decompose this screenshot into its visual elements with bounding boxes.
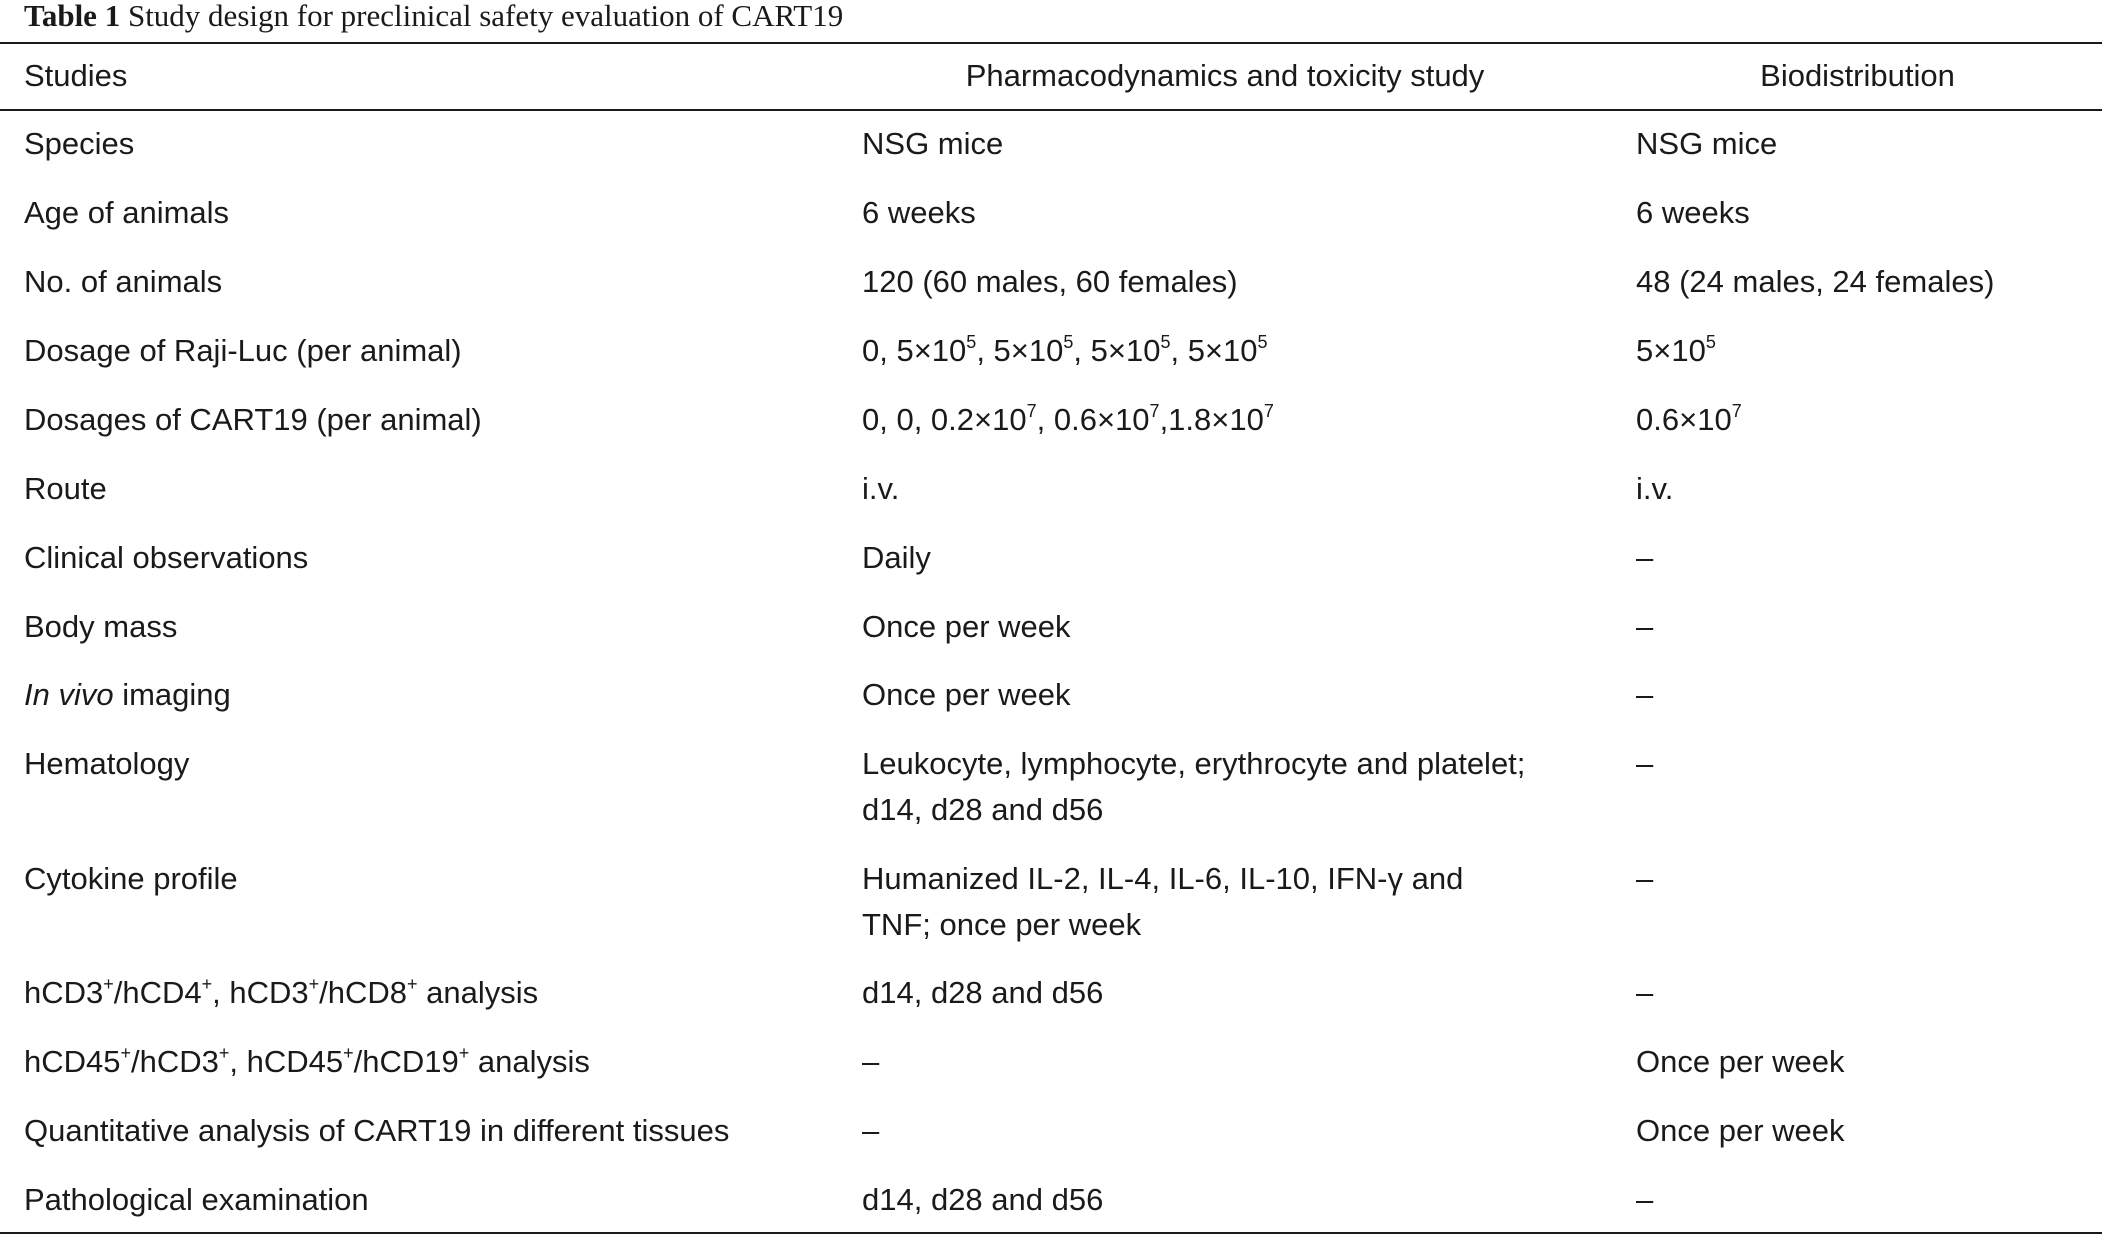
superscript: + xyxy=(201,973,213,994)
row-label xyxy=(24,970,538,1016)
row-value-bio: Once per week xyxy=(1636,1113,1845,1148)
value-line: Humanized IL-2, IL-4, IL-6, IL-10, IFN-γ and xyxy=(862,861,1464,896)
value-text: , 5×10 xyxy=(976,333,1064,368)
row-value-pd: NSG mice xyxy=(862,126,1004,161)
row-value-pd: – xyxy=(862,1044,880,1079)
row-value-pd xyxy=(862,328,1268,374)
row-label: No. of animals xyxy=(24,264,223,299)
value-line: d14, d28 and d56 xyxy=(862,792,1104,827)
row-value-pd: 120 (60 males, 60 females) xyxy=(862,264,1238,299)
row-label: Dosages of CART19 (per animal) xyxy=(24,402,482,437)
row-value-bio: i.v. xyxy=(1636,471,1674,506)
label-text: , hCD45 xyxy=(229,1044,344,1079)
value-line: TNF; once per week xyxy=(862,907,1142,942)
row-value-pd xyxy=(862,741,1525,833)
label-text: hCD3 xyxy=(24,975,104,1010)
row-value-pd: Daily xyxy=(862,540,931,575)
row-value-pd: d14, d28 and d56 xyxy=(862,1182,1104,1217)
header-pharmacodynamics: Pharmacodynamics and toxicity study xyxy=(965,58,1485,93)
row-label xyxy=(24,672,231,718)
superscript: 5 xyxy=(966,331,977,352)
value-line: Leukocyte, lymphocyte, erythrocyte and platelet; xyxy=(862,746,1526,781)
row-value-bio: – xyxy=(1636,540,1654,575)
superscript: 7 xyxy=(1263,400,1274,421)
header-biodistribution: Biodistribution xyxy=(1760,58,1955,93)
superscript: 7 xyxy=(1731,400,1742,421)
top-rule xyxy=(0,42,2102,44)
value-text: , 5×10 xyxy=(1073,333,1161,368)
row-label: Hematology xyxy=(24,746,190,781)
label-text: imaging xyxy=(113,677,231,712)
superscript: 5 xyxy=(1705,331,1716,352)
caption-text: Study design for preclinical safety evaluation of CART19 xyxy=(127,0,844,33)
row-label xyxy=(24,1039,590,1085)
row-value-bio: – xyxy=(1636,975,1654,1010)
row-value-bio: NSG mice xyxy=(1636,126,1778,161)
superscript: 5 xyxy=(1063,331,1074,352)
label-text: analysis xyxy=(417,975,539,1010)
row-label: Pathological examination xyxy=(24,1182,369,1217)
superscript: + xyxy=(308,973,320,994)
row-value-pd: 6 weeks xyxy=(862,195,976,230)
row-label: Cytokine profile xyxy=(24,861,238,896)
superscript: 7 xyxy=(1026,400,1037,421)
label-text: /hCD8 xyxy=(319,975,408,1010)
row-value-bio: Once per week xyxy=(1636,1044,1845,1079)
superscript: + xyxy=(343,1042,354,1063)
superscript: + xyxy=(103,973,114,994)
row-label: Body mass xyxy=(24,609,178,644)
row-value-pd: d14, d28 and d56 xyxy=(862,975,1104,1010)
header-rule xyxy=(0,109,2102,111)
value-text: , 0.6×10 xyxy=(1036,402,1150,437)
superscript: 5 xyxy=(1257,331,1268,352)
row-value-bio: – xyxy=(1636,746,1654,781)
header-studies: Studies xyxy=(24,58,128,93)
row-label: Species xyxy=(24,126,135,161)
superscript: + xyxy=(218,1042,230,1063)
italic-text: In vivo xyxy=(24,677,114,712)
value-text: 0, 5×10 xyxy=(862,333,967,368)
label-text: /hCD4 xyxy=(113,975,202,1010)
row-label: Age of animals xyxy=(24,195,230,230)
row-value-bio: – xyxy=(1636,609,1654,644)
label-text: hCD45 xyxy=(24,1044,121,1079)
label-text: /hCD19 xyxy=(353,1044,459,1079)
bottom-rule xyxy=(0,1232,2102,1234)
superscript: + xyxy=(458,1042,470,1063)
row-value-bio: 6 weeks xyxy=(1636,195,1750,230)
value-text: 0.6×10 xyxy=(1636,402,1732,437)
row-value-bio xyxy=(1636,397,1742,443)
label-text: analysis xyxy=(469,1044,590,1079)
row-value-bio: – xyxy=(1636,677,1654,712)
row-label: Dosage of Raji-Luc (per animal) xyxy=(24,333,462,368)
row-value-pd xyxy=(862,856,1463,948)
row-label: Route xyxy=(24,471,107,506)
superscript: + xyxy=(407,973,418,994)
row-value-bio: 48 (24 males, 24 females) xyxy=(1636,264,1995,299)
superscript: + xyxy=(120,1042,132,1063)
row-value-pd: i.v. xyxy=(862,471,900,506)
value-text: ,1.8×10 xyxy=(1159,402,1264,437)
row-value-pd xyxy=(862,397,1274,443)
row-value-pd: Once per week xyxy=(862,677,1071,712)
row-value-bio: – xyxy=(1636,861,1654,896)
value-text: 5×10 xyxy=(1636,333,1706,368)
row-value-bio xyxy=(1636,328,1716,374)
table-caption xyxy=(24,0,843,36)
superscript: 5 xyxy=(1160,331,1171,352)
row-value-bio: – xyxy=(1636,1182,1654,1217)
caption-label: Table 1 xyxy=(24,0,121,33)
value-text: 0, 0, 0.2×10 xyxy=(862,402,1027,437)
label-text: , hCD3 xyxy=(212,975,309,1010)
superscript: 7 xyxy=(1149,400,1160,421)
row-label: Quantitative analysis of CART19 in different tissues xyxy=(24,1113,730,1148)
value-text: , 5×10 xyxy=(1170,333,1258,368)
row-value-pd: – xyxy=(862,1113,880,1148)
row-value-pd: Once per week xyxy=(862,609,1071,644)
row-label: Clinical observations xyxy=(24,540,309,575)
label-text: /hCD3 xyxy=(131,1044,219,1079)
